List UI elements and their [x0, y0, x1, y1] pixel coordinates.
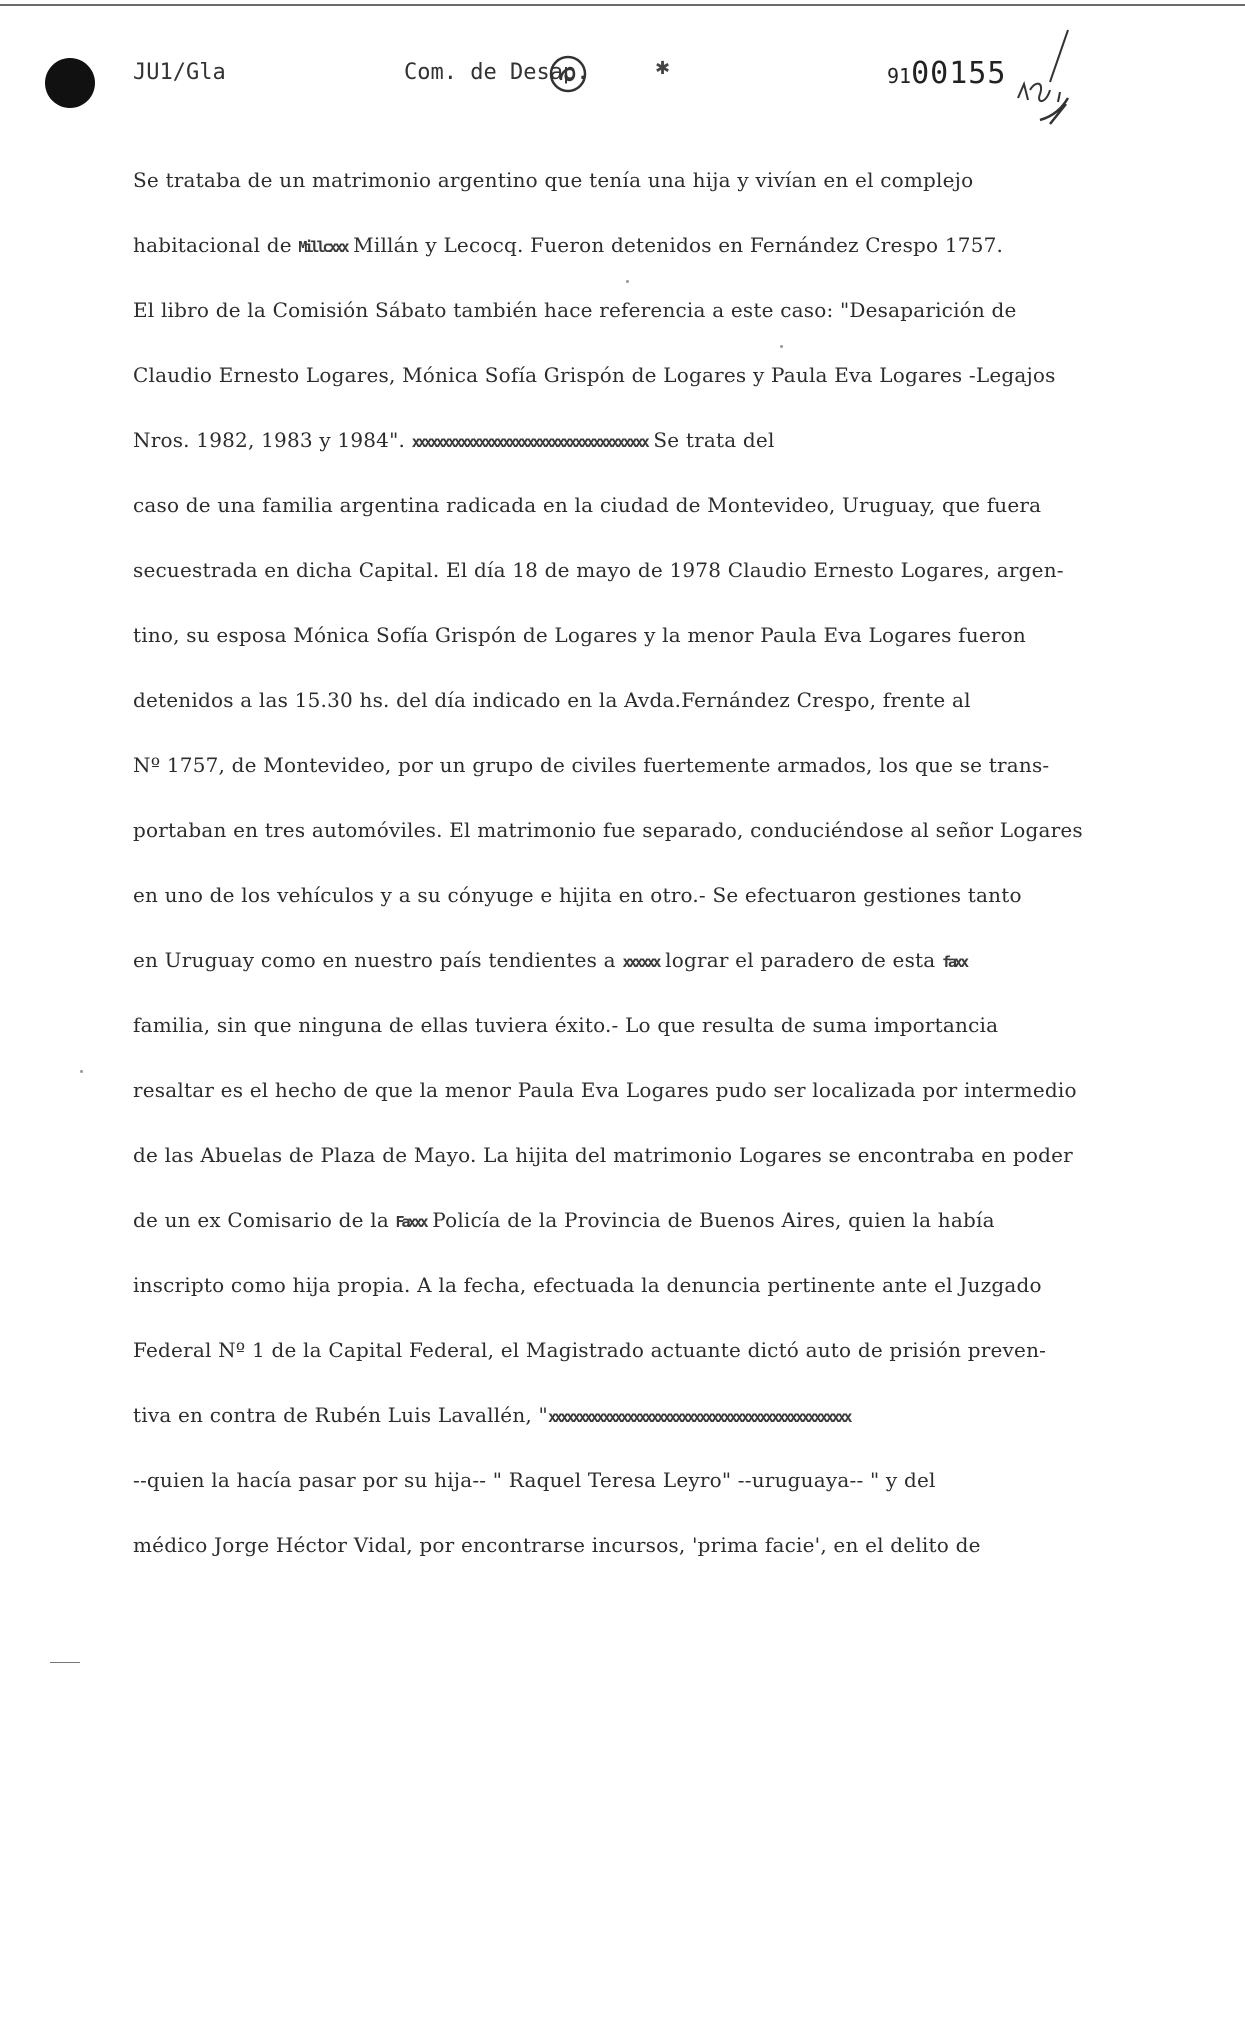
text-line: Claudio Ernesto Logares, Mónica Sofía Grispón de Logares y Paula Eva Logares -Legajos: [133, 363, 1056, 387]
struck-out-text: Faxxx: [395, 1213, 426, 1231]
text-line: --quien la hacía pasar por su hija-- " Raquel Teresa Leyro" --uruguaya-- " y del: [133, 1468, 936, 1492]
text-line: familia, sin que ninguna de ellas tuviera éxito.- Lo que resulta de suma importancia: [133, 1013, 999, 1037]
text-line: tino, su esposa Mónica Sofía Grispón de Logares y la menor Paula Eva Logares fueron: [133, 623, 1026, 647]
text-line: resaltar es el hecho de que la menor Paula Eva Logares pudo ser localizada por intermedio: [133, 1078, 1077, 1102]
text-line: inscripto como hija propia. A la fecha, efectuada la denuncia pertinente ante el Juzgado: [133, 1273, 1042, 1297]
text-line: tiva en contra de Rubén Luis Lavallén, "xxxxxxxxxxxxxxxxxxxxxxxxxxxxxxxxxxxxxxxxxxxxxxxxxx: [133, 1403, 850, 1427]
text-line: El libro de la Comisión Sábato también hace referencia a este caso: "Desaparición de: [133, 298, 1017, 322]
tick-mark-icon: ✱: [655, 58, 671, 79]
struck-out-text: xxxxxxxxxxxxxxxxxxxxxxxxxxxxxxxxxxxxxxxxxxxxxxxxxx: [547, 1408, 850, 1426]
speck: [780, 345, 783, 348]
department-label: Com. de Desap.: [404, 60, 590, 85]
text-line: de un ex Comisario de la Faxxx Policía de la Provincia de Buenos Aires, quien la había: [133, 1208, 995, 1232]
text-line: Nros. 1982, 1983 y 1984". xxxxxxxxxxxxxxxxxxxxxxxxxxxxxxxxxxxxxxx Se trata del: [133, 428, 775, 452]
speck: [626, 280, 629, 283]
text-line: Nº 1757, de Montevideo, por un grupo de civiles fuertemente armados, los que se trans-: [133, 753, 1050, 777]
text-line: médico Jorge Héctor Vidal, por encontrarse incursos, 'prima facie', en el delito de: [133, 1533, 981, 1557]
text-line: habitacional de Millcxxx Millán y Lecocq. Fueron detenidos en Fernández Crespo 1757.: [133, 233, 1004, 257]
text-line: secuestrada en dicha Capital. El día 18 de mayo de 1978 Claudio Ernesto Logares, argen-: [133, 558, 1064, 582]
text-line: caso de una familia argentina radicada en la ciudad de Montevideo, Uruguay, que fuera: [133, 493, 1042, 517]
text-line: de las Abuelas de Plaza de Mayo. La hijita del matrimonio Logares se encontraba en poder: [133, 1143, 1073, 1167]
text-line: en uno de los vehículos y a su cónyuge e hijita en otro.- Se efectuaron gestiones tanto: [133, 883, 1022, 907]
top-rule: [0, 4, 1245, 6]
text-line: Federal Nº 1 de la Capital Federal, el Magistrado actuante dictó auto de prisión preven-: [133, 1338, 1047, 1362]
text-line: detenidos a las 15.30 hs. del día indicado en la Avda.Fernández Crespo, frente al: [133, 688, 971, 712]
margin-mark: [50, 1662, 80, 1663]
speck: [80, 1070, 83, 1073]
letter-body: [133, 158, 1093, 1588]
text-line: Se trataba de un matrimonio argentino que tenía una hija y vivían en el complejo: [133, 168, 974, 192]
folio-prefix: 91: [887, 64, 912, 88]
punch-hole: [45, 58, 95, 108]
reference-code: JU1/Gla: [133, 60, 226, 85]
text-line: en Uruguay como en nuestro país tendientes a xxxxxx lograr el paradero de esta faxx: [133, 948, 967, 972]
text-line: portaban en tres automóviles. El matrimonio fue separado, conduciéndose al señor Logares: [133, 818, 1083, 842]
struck-out-text: Millcxxx: [298, 238, 347, 256]
circled-stamp-icon: [548, 54, 588, 94]
handwritten-mark-icon: [1010, 20, 1090, 130]
folio-main: 00155: [911, 56, 1007, 91]
struck-out-text: xxxxxxxxxxxxxxxxxxxxxxxxxxxxxxxxxxxxxxx: [411, 433, 647, 451]
struck-out-text: xxxxxx: [622, 953, 659, 971]
folio-number: [887, 56, 1006, 91]
struck-out-text: faxx: [941, 953, 967, 971]
